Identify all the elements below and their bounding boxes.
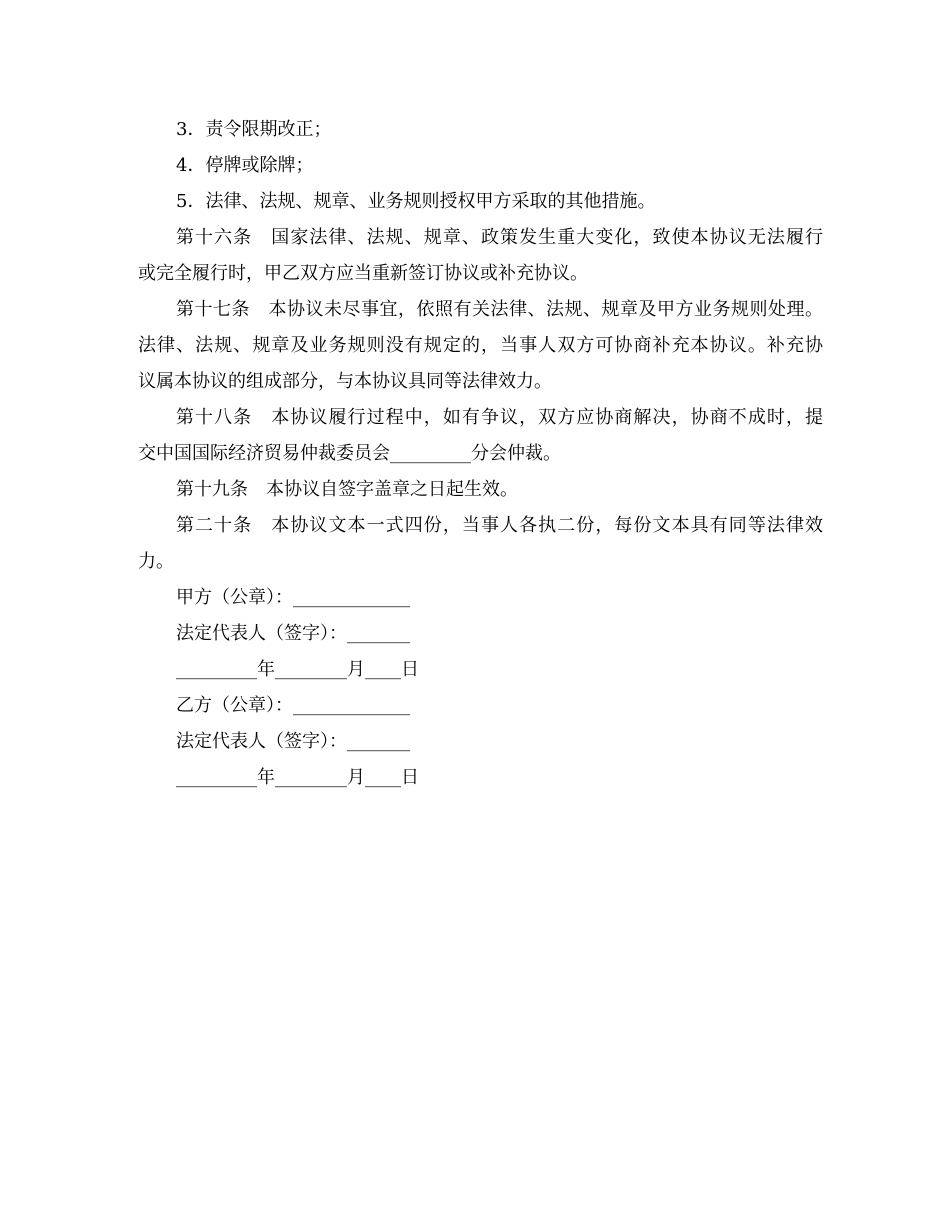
article-17 [138,292,823,400]
article-18-number: 第十八条 [176,407,253,428]
article-19 [138,472,823,508]
article-18-text-1: 本协议履行过程中，如有争议，双方应协商解决，协商不成时，提 [270,407,823,428]
article-16-line-2: 或完全履行时，甲乙双方应当重新签订协议或补充协议。 [138,263,588,284]
article-18-line-1 [138,400,823,436]
article-18 [138,400,823,472]
article-17-line-1 [138,292,823,328]
list-item-5: 5．法律、法规、规章、业务规则授权甲方采取的其他措施。 [176,191,656,212]
party-b-representative-line: 法定代表人（签字）：_______ [176,731,410,752]
party-a-seal-line: 甲方（公章）：_____________ [176,587,410,608]
article-16-line-1 [138,220,823,256]
list-item-4: 4．停牌或除牌； [176,155,314,176]
article-20 [138,508,823,580]
article-20-text-1: 本协议文本一式四份，当事人各执二份，每份文本具有同等法律效 [270,515,823,536]
article-19-number: 第十九条 [176,479,248,500]
article-17-line-3: 议属本协议的组成部分，与本协议具同等法律效力。 [138,371,552,392]
party-b-date-line: _________年________月____日 [176,767,419,788]
article-16-text-1: 国家法律、法规、规章、政策发生重大变化，致使本协议无法履行 [270,227,823,248]
signature-block [138,580,823,796]
article-20-number: 第二十条 [176,515,253,536]
article-20-line-2: 力。 [138,551,174,572]
article-19-line-1 [138,472,823,508]
document-body [138,112,823,796]
list-item-3: 3．责令限期改正； [176,119,332,140]
party-a-date-line: _________年________月____日 [176,659,419,680]
article-16-number: 第十六条 [176,227,253,248]
article-18-line-2: 交中国国际经济贸易仲裁委员会_________分会仲裁。 [138,443,561,464]
article-19-text-1: 本协议自签字盖章之日起生效。 [266,479,518,500]
party-b-seal-line: 乙方（公章）：_____________ [176,695,410,716]
article-17-line-2: 法律、法规、规章及业务规则没有规定的，当事人双方可协商补充本协议。补充协 [138,335,823,356]
article-17-number: 第十七条 [176,299,250,320]
article-20-line-1 [138,508,823,544]
article-16 [138,220,823,292]
party-a-representative-line: 法定代表人（签字）：_______ [176,623,410,644]
article-17-text-1: 本协议未尽事宜，依照有关法律、法规、规章及甲方业务规则处理。 [268,299,823,320]
